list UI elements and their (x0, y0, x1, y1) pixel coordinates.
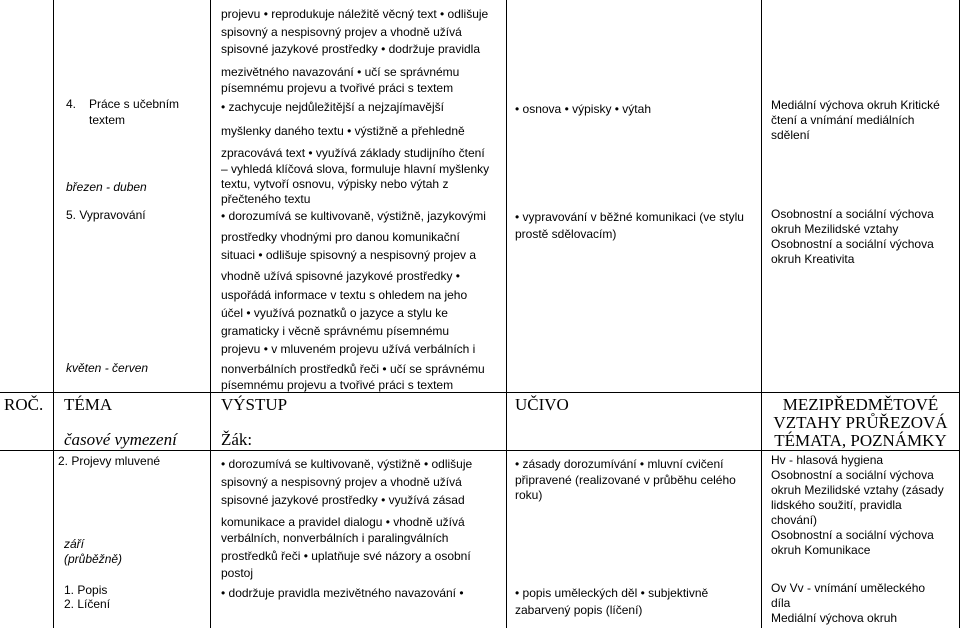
output-line: prostředků řeči • uplatňuje své názory a osobní (221, 549, 471, 563)
item2-time: září (64, 537, 85, 551)
header-cross-curricular-line3: TÉMATA, POZNÁMKY (774, 431, 947, 450)
output-line: • zachycuje nejdůležitější a nejzajímavější (221, 100, 444, 114)
output-line: uspořádá informace v textu s ohledem na jeho (221, 288, 468, 302)
output-line: zpracovává text • využívá základy studijního čtení (221, 146, 485, 160)
cross-line: Ov Vv - vnímání uměleckého (771, 581, 926, 595)
cross-line: Osobnostní a sociální výchova (771, 528, 934, 542)
output-line: písemnému projevu a tvořivé práci s textem (221, 378, 454, 392)
grid-line (506, 0, 507, 628)
header-pupil: Žák: (221, 430, 253, 449)
output-line: spisovné jazykové prostředky • využívá zásad (221, 493, 465, 507)
cross-item4: Mediální výchova okruh Kritické (771, 98, 940, 112)
header-curriculum: UČIVO (515, 395, 569, 414)
item5-title: 5. Vypravování (66, 208, 146, 222)
curriculum-item2-line2: připravené (realizované v průběhu celého (515, 473, 736, 487)
output-line: postoj (221, 566, 254, 580)
output-line: spisovný a nespisovný projev a vhodně užívá (221, 25, 462, 39)
output-line: písemnému projevu a tvořivé práci s textem (221, 81, 454, 95)
item4-title-line2: textem (89, 113, 126, 127)
output-line: projevu • reprodukuje náležitě věcný text • odlišuje (221, 7, 489, 21)
curriculum-subtopic: • popis uměleckých děl • subjektivně (515, 586, 709, 600)
curriculum-item2: • zásady dorozumívání • mluvní cvičení (515, 457, 724, 471)
output-line: komunikace a pravidel dialogu • vhodně užívá (221, 515, 465, 529)
output-line: myšlenky daného textu • výstižně a přehledně (221, 124, 465, 138)
cross-line: okruh Mezilidské vztahy (zásady (771, 483, 944, 497)
header-output: VÝSTUP (221, 395, 288, 414)
cross-line: díla (771, 596, 791, 610)
curriculum-subtopic-line2: zabarvený popis (líčení) (515, 603, 643, 617)
item2-time-line2: (průběžně) (64, 552, 123, 566)
item4-title: Práce s učebním (89, 97, 180, 111)
output-line: • dorozumívá se kultivovaně, výstižně, jazykovými (221, 209, 486, 223)
output-line: verbálních, nonverbálních i paralingválních (221, 531, 449, 545)
grid-line (53, 0, 54, 628)
item5-time: květen - červen (66, 361, 149, 375)
grid-line (761, 0, 762, 628)
output-line: spisovný a nespisovný projev a vhodně užívá (221, 475, 462, 489)
output-line: vhodně užívá spisovné jazykové prostředky • (221, 269, 460, 283)
subtopic-2: 2. Líčení (64, 597, 111, 611)
output-line: přečteného textu (221, 192, 311, 206)
cross-item5-line2: okruh Mezilidské vztahy (771, 222, 899, 236)
output-line: projevu • v mluveném projevu užívá verbálních i (221, 342, 476, 356)
output-line: • dodržuje pravidla mezivětného navazování • (221, 586, 464, 600)
curriculum-item2-line3: roku) (515, 488, 543, 502)
output-line: situaci • odlišuje spisovný a nespisovný projev a (221, 248, 476, 262)
grid-line (0, 392, 960, 393)
output-line: účel • využívá poznatků o jazyce a stylu ke (221, 306, 448, 320)
curriculum-item4: • osnova • výpisky • výtah (515, 102, 651, 116)
header-cross-curricular: MEZIPŘEDMĚTOVÉ (782, 395, 939, 414)
output-line: textu, vytvoří osnovu, výpisky nebo výtah z (221, 177, 449, 191)
header-time-allocation: časové vymezení (64, 430, 177, 449)
header-topic: TÉMA (64, 395, 113, 414)
item4-time: březen - duben (66, 180, 147, 194)
cross-line: Osobnostní a sociální výchova (771, 468, 934, 482)
output-line: nonverbálních prostředků řeči • učí se správnému (221, 362, 485, 376)
cross-item5: Osobnostní a sociální výchova (771, 207, 934, 221)
cross-line: chování) (771, 513, 818, 527)
header-year: ROČ. (4, 395, 44, 414)
cross-item5-line4: okruh Kreativita (771, 252, 855, 266)
output-line: prostředky vhodnými pro danou komunikační (221, 230, 460, 244)
curriculum-item5: • vypravování v běžné komunikaci (ve stylu (515, 210, 744, 224)
output-line: spisovné jazykové prostředky • dodržuje pravidla (221, 42, 480, 56)
cross-line: Hv - hlasová hygiena (771, 453, 884, 467)
grid-line (210, 0, 211, 628)
header-cross-curricular-line2: VZTAHY PRŮŘEZOVÁ (773, 413, 948, 432)
item4-number: 4. (66, 97, 77, 111)
cross-item5-line3: Osobnostní a sociální výchova (771, 237, 934, 251)
output-line: – vyhledá klíčová slova, formuluje hlavní myšlenky (221, 162, 490, 176)
cross-item4-line2: čtení a vnímání mediálních (771, 113, 915, 127)
cross-line: lidského soužití, pravidla (771, 498, 902, 512)
output-line: • dorozumívá se kultivovaně, výstižně • odlišuje (221, 457, 473, 471)
curriculum-item5-line2: prostě sdělovacím) (515, 227, 617, 241)
subtopic-1: 1. Popis (64, 583, 108, 597)
cross-line: Mediální výchova okruh (771, 611, 898, 625)
output-line: mezivětného navazování • učí se správnému (221, 65, 460, 79)
item2-title: 2. Projevy mluvené (58, 454, 161, 468)
cross-item4-line3: sdělení (771, 128, 810, 142)
output-line: gramaticky i věcně správnému písemnému (221, 324, 450, 338)
cross-line: okruh Komunikace (771, 543, 871, 557)
